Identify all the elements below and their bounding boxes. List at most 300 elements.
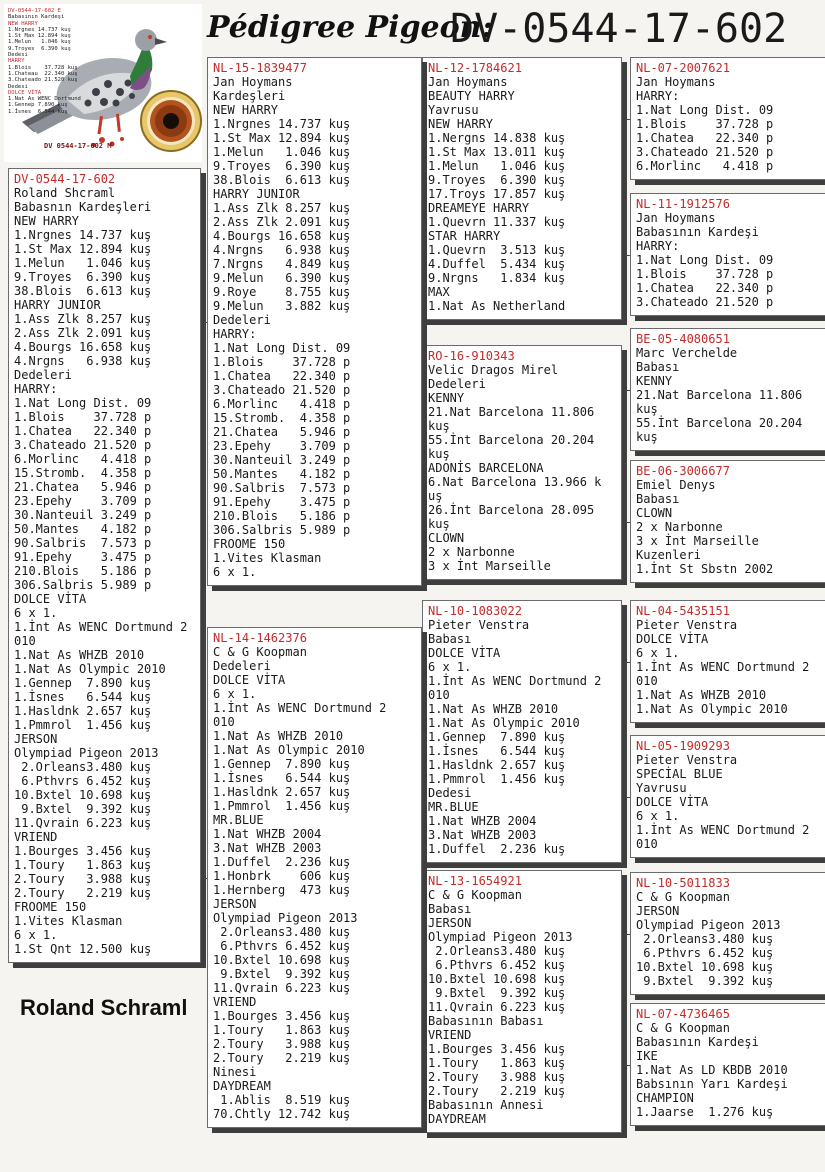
pedigree-box-NL-07-2007621 xyxy=(630,57,825,180)
pedigree-line: 1.Jaarse 1.276 kuş xyxy=(636,1105,774,1119)
photo-overlay-line: Dedesi xyxy=(8,83,28,90)
pedigree-line: DOLCE VİTA xyxy=(636,632,709,646)
pedigree-line: Olympiad Pigeon 2013 xyxy=(14,746,159,760)
pedigree-line: 6.Pthvrs 6.452 kuş xyxy=(213,939,351,953)
pedigree-line: 50.Mantes 4.182 p xyxy=(14,522,152,536)
pedigree-line: DOLCE VİTA xyxy=(636,795,709,809)
pedigree-line: 9.Troyes 6.390 kuş xyxy=(213,159,351,173)
ring-number: DV-0544-17-602 xyxy=(14,172,116,186)
connector-line xyxy=(204,322,207,323)
photo-overlay-line: 3.Chateado 21.520 kuş xyxy=(8,77,78,84)
pedigree-box-BE-05-4080651 xyxy=(630,328,825,451)
pedigree-line: 2.Toury 2.219 kuş xyxy=(213,1051,351,1065)
ring-number: NL-04-5435151 xyxy=(636,604,730,618)
pedigree-line: 1.İsnes 6.544 kuş xyxy=(14,690,152,704)
pedigree-line: 23.Epehy 3.709 p xyxy=(213,439,351,453)
connector-line xyxy=(626,934,630,935)
pedigree-line: 1.Toury 1.863 kuş xyxy=(428,1056,566,1070)
pedigree-line: 3 x İnt Marseille xyxy=(428,559,551,573)
pedigree-line: 1.Quevrn 11.337 kuş xyxy=(428,215,566,229)
pedigree-line: 6.Morlinc 4.418 p xyxy=(213,397,351,411)
connector-line xyxy=(422,732,423,1002)
pedigree-line: 1.Melun 1.046 kuş xyxy=(14,256,152,270)
pedigree-line: 10.Bxtel 10.698 kuş xyxy=(14,788,152,802)
page-title: Pédigree Pigeon: xyxy=(207,10,493,45)
pedigree-line: 1.Nat Long Dist. 09 xyxy=(636,103,774,117)
pedigree-line: 17.Troys 17.857 kuş xyxy=(428,187,566,201)
pedigree-line: 1.Nat As Olympic 2010 xyxy=(428,716,580,730)
pedigree-line: 9.Roye 8.755 kuş xyxy=(213,285,351,299)
pedigree-line: VRIEND xyxy=(428,1028,472,1042)
photo-overlay-line: Dedesi xyxy=(8,52,28,59)
pigeon-eye-image xyxy=(140,90,202,152)
pedigree-line: 1.Nat As Netherland xyxy=(428,299,566,313)
pedigree-line: BEAUTY HARRY xyxy=(428,89,515,103)
pedigree-line: 2.Ass Zlk 2.091 kuş xyxy=(14,326,152,340)
photo-overlay-line: DV-0544-17-602 E xyxy=(8,8,61,14)
pedigree-line: Jan Hoymans xyxy=(213,75,293,89)
pedigree-line: HARRY: xyxy=(636,239,680,253)
main-ring-number: DV-0544-17-602 xyxy=(450,6,788,52)
ring-number: NL-05-1909293 xyxy=(636,739,730,753)
pedigree-line: 21.Chatea 5.946 p xyxy=(14,480,152,494)
pedigree-line: 90.Salbris 7.573 p xyxy=(213,481,351,495)
pedigree-line: 1.İnt As WENC Dortmund 2 xyxy=(14,620,188,634)
pedigree-line: 11.Qvrain 6.223 kuş xyxy=(14,816,152,830)
pedigree-line: 2.Toury 3.988 kuş xyxy=(14,872,152,886)
pedigree-line: 010 xyxy=(636,837,658,851)
pedigree-line: 1.Toury 1.863 kuş xyxy=(213,1023,351,1037)
pedigree-line: Yavrusu xyxy=(636,781,687,795)
pedigree-line: Babasının Kardeşi xyxy=(636,1035,759,1049)
pedigree-line: 15.Stromb. 4.358 p xyxy=(14,466,152,480)
pedigree-line: 1.Honbrk 606 kuş xyxy=(213,869,351,883)
pedigree-line: C & G Koopman xyxy=(636,890,730,904)
pedigree-line: HARRY: xyxy=(213,327,257,341)
pedigree-line: 3.Nat WHZB 2003 xyxy=(213,841,322,855)
pedigree-line: 1.Chatea 22.340 p xyxy=(636,281,774,295)
pedigree-line: DREAMEYE HARRY xyxy=(428,201,530,215)
pedigree-line: kuş xyxy=(428,517,450,531)
pedigree-line: Dedeleri xyxy=(428,377,486,391)
pedigree-line: 1.Vites Klasman xyxy=(14,914,123,928)
pedigree-line: Dedeleri xyxy=(213,313,271,327)
pedigree-line: FROOME 150 xyxy=(14,900,87,914)
connector-line xyxy=(204,878,207,879)
pedigree-box-NL-05-1909293 xyxy=(630,735,825,858)
pedigree-line: Babasının Babası xyxy=(428,1014,544,1028)
connector-line xyxy=(626,662,627,797)
pedigree-line: 30.Nanteuil 3.249 p xyxy=(14,508,152,522)
connector-line xyxy=(422,463,423,464)
pedigree-line: 306.Salbris 5.989 p xyxy=(14,578,152,592)
pedigree-line: 2 x Narbonne xyxy=(636,520,723,534)
pedigree-box-DV-0544-17-602 xyxy=(8,168,201,963)
connector-line xyxy=(422,1002,423,1003)
photo-overlay-line: Babasının Kardeşi xyxy=(8,14,65,21)
photo-overlay-line: HARRY xyxy=(8,58,25,65)
pedigree-line: 30.Nanteuil 3.249 p xyxy=(213,453,351,467)
pedigree-box-NL-10-5011833 xyxy=(630,872,825,995)
pedigree-line: 21.Nat Barcelona 11.806 xyxy=(636,388,803,402)
pedigree-line: 6 x 1. xyxy=(428,660,472,674)
pedigree-line: 21.Nat Barcelona 11.806 xyxy=(428,405,595,419)
pedigree-line: 91.Epehy 3.475 p xyxy=(213,495,351,509)
pedigree-line: 1.Nrgnes 14.737 kuş xyxy=(213,117,351,131)
pedigree-line: 2.Toury 2.219 kuş xyxy=(14,886,152,900)
pedigree-line: 6.Morlinc 4.418 p xyxy=(636,159,774,173)
photo-caption: DV 0544-17-602 M xyxy=(44,142,112,150)
photo-overlay-line: NEW HARRY xyxy=(8,20,38,27)
pedigree-line: 2 x Narbonne xyxy=(428,545,515,559)
pedigree-line: 1.İnt As WENC Dortmund 2 xyxy=(428,674,602,688)
pedigree-line: Babasının Kardeşi xyxy=(636,225,759,239)
pedigree-line: 1.Nat WHZB 2004 xyxy=(213,827,322,841)
connector-line xyxy=(626,390,627,522)
ring-number: NL-10-1083022 xyxy=(428,604,522,618)
pedigree-line: 3.Chateado 21.520 p xyxy=(636,145,774,159)
photo-overlay-line: 1.İsnes 6.544 kuş xyxy=(8,108,68,115)
pedigree-line: 010 xyxy=(14,634,36,648)
pedigree-line: 2.Orleans3.480 kuş xyxy=(428,944,566,958)
pedigree-line: IKE xyxy=(636,1049,658,1063)
pedigree-line: Dedesi xyxy=(428,786,472,800)
pedigree-line: 23.Epehy 3.709 p xyxy=(14,494,152,508)
pedigree-line: HARRY: xyxy=(636,89,680,103)
pedigree-line: 1.İnt St Sbstn 2002 xyxy=(636,562,774,576)
ring-number: NL-12-1784621 xyxy=(428,61,522,75)
pedigree-line: 1.Hasldnk 2.657 kuş xyxy=(14,704,152,718)
pedigree-line: MAX xyxy=(428,285,450,299)
ring-number: BE-06-3006677 xyxy=(636,464,730,478)
pedigree-line: 1.Pmmrol 1.456 kuş xyxy=(428,772,566,786)
pedigree-line: 9.Melun 6.390 kuş xyxy=(213,271,351,285)
pedigree-line: 1.Ass Zlk 8.257 kuş xyxy=(213,201,351,215)
pedigree-line: 10.Bxtel 10.698 kuş xyxy=(428,972,566,986)
pedigree-line: 1.Hernberg 473 kuş xyxy=(213,883,351,897)
pedigree-line: 3.Chateado 21.520 p xyxy=(213,383,351,397)
pedigree-line: 38.Blois 6.613 kuş xyxy=(14,284,152,298)
ring-number: NL-11-1912576 xyxy=(636,197,730,211)
connector-line xyxy=(204,322,205,878)
pedigree-line: JERSON xyxy=(213,897,257,911)
pedigree-line: kuş xyxy=(428,447,450,461)
photo-overlay-line: 1.Nat As WENC Dortmund xyxy=(8,96,81,103)
ring-number: NL-13-1654921 xyxy=(428,874,522,888)
pedigree-line: 6.Pthvrs 6.452 kuş xyxy=(14,774,152,788)
pedigree-line: 1.Pmmrol 1.456 kuş xyxy=(213,799,351,813)
pedigree-line: JERSON xyxy=(14,732,58,746)
pedigree-line: 2.Orleans3.480 kuş xyxy=(14,760,152,774)
pedigree-line: 1.Hasldnk 2.657 kuş xyxy=(213,785,351,799)
connector-line xyxy=(626,797,630,798)
ring-number: BE-05-4080651 xyxy=(636,332,730,346)
pedigree-line: 1.Vites Klasman xyxy=(213,551,322,565)
pedigree-line: 91.Epehy 3.475 p xyxy=(14,550,152,564)
pedigree-line: 2.Ass Zlk 2.091 kuş xyxy=(213,215,351,229)
pedigree-line: SPECİAL BLUE xyxy=(636,767,723,781)
pedigree-line: 2.Toury 3.988 kuş xyxy=(213,1037,351,1051)
pedigree-line: 1.Duffel 2.236 kuş xyxy=(213,855,351,869)
photo-overlay-line: 1.Blois 37.728 kuş xyxy=(8,64,78,71)
connector-line xyxy=(422,732,423,733)
pedigree-line: CLOWN xyxy=(636,506,673,520)
pedigree-line: 1.Blois 37.728 p xyxy=(14,410,152,424)
pedigree-line: ADONİS BARCELONA xyxy=(428,461,544,475)
ring-number: NL-10-5011833 xyxy=(636,876,730,890)
pedigree-line: JERSON xyxy=(636,904,680,918)
pedigree-line: DOLCE VİTA xyxy=(14,592,87,606)
pedigree-line: 1.Chatea 22.340 p xyxy=(14,424,152,438)
pedigree-line: 9.Bxtel 9.392 kuş xyxy=(428,986,566,1000)
pedigree-line: kuş xyxy=(636,430,658,444)
pedigree-line: 6.Pthvrs 6.452 kuş xyxy=(636,946,774,960)
pedigree-line: CHAMPION xyxy=(636,1091,694,1105)
pedigree-line: Babasının Annesi xyxy=(428,1098,544,1112)
photo-overlay-line: 1.Nrgnes 14.737 kuş xyxy=(8,26,71,33)
pedigree-line: 010 xyxy=(428,688,450,702)
pedigree-line: HARRY JUNIOR xyxy=(213,187,300,201)
pedigree-line: 1.Gennep 7.890 kuş xyxy=(428,730,566,744)
pedigree-line: kuş xyxy=(428,419,450,433)
ring-number: RO-16-910343 xyxy=(428,349,515,363)
pedigree-line: Babasnın Kardeşleri xyxy=(14,200,152,214)
pedigree-line: 2.Orleans3.480 kuş xyxy=(636,932,774,946)
pedigree-line: Emiel Denys xyxy=(636,478,716,492)
pedigree-line: 1.Blois 37.728 p xyxy=(213,355,351,369)
pedigree-line: 1.St Qnt 12.500 kuş xyxy=(14,942,152,956)
pedigree-line: Pieter Venstra xyxy=(636,618,738,632)
pedigree-line: HARRY: xyxy=(14,382,58,396)
pedigree-line: 11.Qvrain 6.223 kuş xyxy=(213,981,351,995)
pedigree-line: 26.İnt Barcelona 28.095 xyxy=(428,503,595,517)
connector-line xyxy=(626,934,627,1065)
pedigree-line: 1.Nat Long Dist. 09 xyxy=(213,341,351,355)
pedigree-line: 10.Bxtel 10.698 kuş xyxy=(636,960,774,974)
pedigree-line: 9.Bxtel 9.392 kuş xyxy=(636,974,774,988)
pigeon-photo xyxy=(4,4,202,162)
connector-line xyxy=(626,390,630,391)
connector-line xyxy=(626,1065,630,1066)
pedigree-line: 50.Mantes 4.182 p xyxy=(213,467,351,481)
pedigree-line: DAYDREAM xyxy=(428,1112,486,1126)
pedigree-line: Olympiad Pigeon 2013 xyxy=(428,930,573,944)
pedigree-line: 9.Bxtel 9.392 kuş xyxy=(14,802,152,816)
pedigree-line: NEW HARRY xyxy=(14,214,80,228)
pedigree-box-BE-06-3006677 xyxy=(630,460,825,583)
pedigree-line: 6.Pthvrs 6.452 kuş xyxy=(428,958,566,972)
pedigree-line: 1.İnt As WENC Dortmund 2 xyxy=(636,823,810,837)
pedigree-line: 1.Nat Long Dist. 09 xyxy=(14,396,152,410)
pedigree-line: 1.Nat As Olympic 2010 xyxy=(14,662,166,676)
pedigree-line: Olympiad Pigeon 2013 xyxy=(213,911,358,925)
pedigree-line: KENNY xyxy=(428,391,465,405)
pedigree-line: MR.BLUE xyxy=(428,800,479,814)
pedigree-line: 1.İnt As WENC Dortmund 2 xyxy=(213,701,387,715)
pedigree-line: Jan Hoymans xyxy=(636,75,716,89)
pedigree-line: NEW HARRY xyxy=(428,117,494,131)
breeder-signature: Roland Schraml xyxy=(20,995,188,1020)
pedigree-line: 4.Bourgs 16.658 kuş xyxy=(14,340,152,354)
pedigree-line: 1.Nat WHZB 2004 xyxy=(428,814,537,828)
pedigree-line: Yavrusu xyxy=(428,103,479,117)
pedigree-line: 010 xyxy=(636,674,658,688)
pedigree-line: 1.Nat As LD KBDB 2010 xyxy=(636,1063,788,1077)
photo-overlay-line: DOLCE VİTA xyxy=(8,89,42,96)
pedigree-line: 3 x İnt Marseille xyxy=(636,534,759,548)
pedigree-line: 1.Melun 1.046 kuş xyxy=(428,159,566,173)
connector-line xyxy=(422,189,423,190)
pedigree-line: STAR HARRY xyxy=(428,229,501,243)
pedigree-line: 1.İsnes 6.544 kuş xyxy=(213,771,351,785)
pedigree-box-NL-13-1654921 xyxy=(422,870,622,1133)
pedigree-line: 2.Toury 2.219 kuş xyxy=(428,1084,566,1098)
pedigree-box-NL-15-1839477 xyxy=(207,57,422,586)
pedigree-line: 210.Blois 5.186 p xyxy=(213,509,351,523)
pedigree-line: Olympiad Pigeon 2013 xyxy=(636,918,781,932)
pedigree-box-NL-07-4736465 xyxy=(630,1003,825,1126)
pedigree-box-NL-14-1462376 xyxy=(207,627,422,1128)
connector-line xyxy=(626,119,627,255)
pedigree-line: 1.Nat As WHZB 2010 xyxy=(428,702,559,716)
pedigree-box-NL-04-5435151 xyxy=(630,600,825,723)
photo-overlay-line: 1.St Max 12.894 kuş xyxy=(8,33,71,40)
pedigree-line: 90.Salbris 7.573 p xyxy=(14,536,152,550)
pedigree-line: 2.Toury 3.988 kuş xyxy=(428,1070,566,1084)
pedigree-line: 1.İsnes 6.544 kuş xyxy=(428,744,566,758)
pedigree-line: Velic Dragos Mirel xyxy=(428,363,559,377)
connector-line xyxy=(422,189,423,463)
pedigree-line: 55.İnt Barcelona 20.204 xyxy=(428,433,595,447)
connector-line xyxy=(626,522,630,523)
pedigree-line: 7.Nrgns 4.849 kuş xyxy=(213,257,351,271)
pedigree-line: 9.Nrgns 1.834 kuş xyxy=(428,271,566,285)
pedigree-line: Pieter Venstra xyxy=(636,753,738,767)
pedigree-line: VRIEND xyxy=(213,995,257,1009)
pedigree-box-RO-16-910343 xyxy=(422,345,622,580)
pedigree-line: 1.Gennep 7.890 kuş xyxy=(14,676,152,690)
pedigree-box-NL-11-1912576 xyxy=(630,193,825,316)
pedigree-line: 3.Chateado 21.520 p xyxy=(14,438,152,452)
pedigree-line: 4.Bourgs 16.658 kuş xyxy=(213,229,351,243)
pedigree-line: 1.Chatea 22.340 p xyxy=(636,131,774,145)
pedigree-line: Dedeleri xyxy=(14,368,72,382)
pedigree-line: Babası xyxy=(636,360,680,374)
pedigree-line: Roland Shcraml xyxy=(14,186,116,200)
pedigree-line: 38.Blois 6.613 kuş xyxy=(213,173,351,187)
pedigree-line: 306.Salbris 5.989 p xyxy=(213,523,351,537)
pedigree-line: 1.Gennep 7.890 kuş xyxy=(213,757,351,771)
pedigree-line: Babası xyxy=(428,902,472,916)
pedigree-line: 1.Nrgnes 14.737 kuş xyxy=(14,228,152,242)
pedigree-line: 1.Nat As WHZB 2010 xyxy=(636,688,767,702)
pedigree-line: DOLCE VİTA xyxy=(213,673,286,687)
pedigree-line: 9.Melun 3.882 kuş xyxy=(213,299,351,313)
pedigree-line: 6 x 1. xyxy=(14,606,58,620)
ring-number: NL-07-2007621 xyxy=(636,61,730,75)
pedigree-line: Babası xyxy=(428,632,472,646)
pedigree-line: FROOME 150 xyxy=(213,537,286,551)
pedigree-line: 1.Blois 37.728 p xyxy=(636,267,774,281)
pedigree-line: 1.Hasldnk 2.657 kuş xyxy=(428,758,566,772)
pedigree-line: 9.Troyes 6.390 kuş xyxy=(428,173,566,187)
connector-line xyxy=(626,255,630,256)
pedigree-line: 6 x 1. xyxy=(213,565,257,579)
pedigree-line: uş xyxy=(428,489,443,503)
pedigree-line: 6 x 1. xyxy=(14,928,58,942)
pedigree-line: 55.İnt Barcelona 20.204 xyxy=(636,416,803,430)
photo-overlay-line: 1.Gennep 7.890 kuş xyxy=(8,102,68,109)
pedigree-line: Jan Hoymans xyxy=(636,211,716,225)
pedigree-box-NL-12-1784621 xyxy=(422,57,622,320)
pedigree-line: C & G Koopman xyxy=(213,645,307,659)
pedigree-line: 4.Duffel 5.434 kuş xyxy=(428,257,566,271)
pedigree-line: 010 xyxy=(213,715,235,729)
pedigree-line: 3.Chateado 21.520 p xyxy=(636,295,774,309)
pedigree-line: 1.St Max 12.894 kuş xyxy=(14,242,152,256)
pedigree-line: 1.Nat As Olympic 2010 xyxy=(213,743,365,757)
pedigree-line: 11.Qvrain 6.223 kuş xyxy=(428,1000,566,1014)
pedigree-line: Marc Verchelde xyxy=(636,346,738,360)
pedigree-line: Ninesi xyxy=(213,1065,257,1079)
pedigree-line: 6 x 1. xyxy=(213,687,257,701)
pedigree-line: kuş xyxy=(636,402,658,416)
pedigree-line: JERSON xyxy=(428,916,472,930)
pedigree-line: 9.Troyes 6.390 kuş xyxy=(14,270,152,284)
pedigree-line: 3.Nat WHZB 2003 xyxy=(428,828,537,842)
pedigree-line: 1.Ass Zlk 8.257 kuş xyxy=(14,312,152,326)
pedigree-line: 4.Nrgns 6.938 kuş xyxy=(14,354,152,368)
pedigree-line: 15.Stromb. 4.358 p xyxy=(213,411,351,425)
ring-number: NL-15-1839477 xyxy=(213,61,307,75)
ring-number: NL-07-4736465 xyxy=(636,1007,730,1021)
pedigree-line: 1.Duffel 2.236 kuş xyxy=(428,842,566,856)
pedigree-line: HARRY JUNIOR xyxy=(14,298,101,312)
pedigree-line: 1.Nat As Olympic 2010 xyxy=(636,702,788,716)
pedigree-line: 1.St Max 13.011 kuş xyxy=(428,145,566,159)
pedigree-line: 4.Nrgns 6.938 kuş xyxy=(213,243,351,257)
pedigree-line: Pieter Venstra xyxy=(428,618,530,632)
pedigree-line: 2.Orleans3.480 kuş xyxy=(213,925,351,939)
pedigree-line: 1.Nergns 14.838 kuş xyxy=(428,131,566,145)
pedigree-line: 70.Chtly 12.742 kuş xyxy=(213,1107,351,1121)
pedigree-line: 6.Nat Barcelona 13.966 k xyxy=(428,475,602,489)
pedigree-line: 210.Blois 5.186 p xyxy=(14,564,152,578)
pedigree-line: DOLCE VİTA xyxy=(428,646,501,660)
photo-overlay-line: 9.Troyes 6.390 kuş xyxy=(8,45,71,52)
pedigree-line: C & G Koopman xyxy=(428,888,522,902)
pedigree-line: 10.Bxtel 10.698 kuş xyxy=(213,953,351,967)
pedigree-line: Babası xyxy=(636,492,680,506)
pedigree-line: CLOWN xyxy=(428,531,465,545)
pedigree-line: 1.Nat As WHZB 2010 xyxy=(14,648,145,662)
pedigree-line: Jan Hoymans xyxy=(428,75,508,89)
pedigree-line: 6 x 1. xyxy=(636,646,680,660)
pedigree-line: 1.Pmmrol 1.456 kuş xyxy=(14,718,152,732)
pedigree-line: VRIEND xyxy=(14,830,58,844)
pedigree-line: 1.Blois 37.728 p xyxy=(636,117,774,131)
pedigree-line: 6.Morlinc 4.418 p xyxy=(14,452,152,466)
pedigree-line: 1.Bourges 3.456 kuş xyxy=(428,1042,566,1056)
pedigree-line: 1.Melun 1.046 kuş xyxy=(213,145,351,159)
pedigree-line: Kuzenleri xyxy=(636,548,702,562)
pedigree-line: 9.Bxtel 9.392 kuş xyxy=(213,967,351,981)
pedigree-line: NEW HARRY xyxy=(213,103,279,117)
pedigree-line: 1.Nat As WHZB 2010 xyxy=(213,729,344,743)
pedigree-line: DAYDREAM xyxy=(213,1079,271,1093)
pedigree-line: 1.Bourges 3.456 kuş xyxy=(14,844,152,858)
connector-line xyxy=(626,662,630,663)
